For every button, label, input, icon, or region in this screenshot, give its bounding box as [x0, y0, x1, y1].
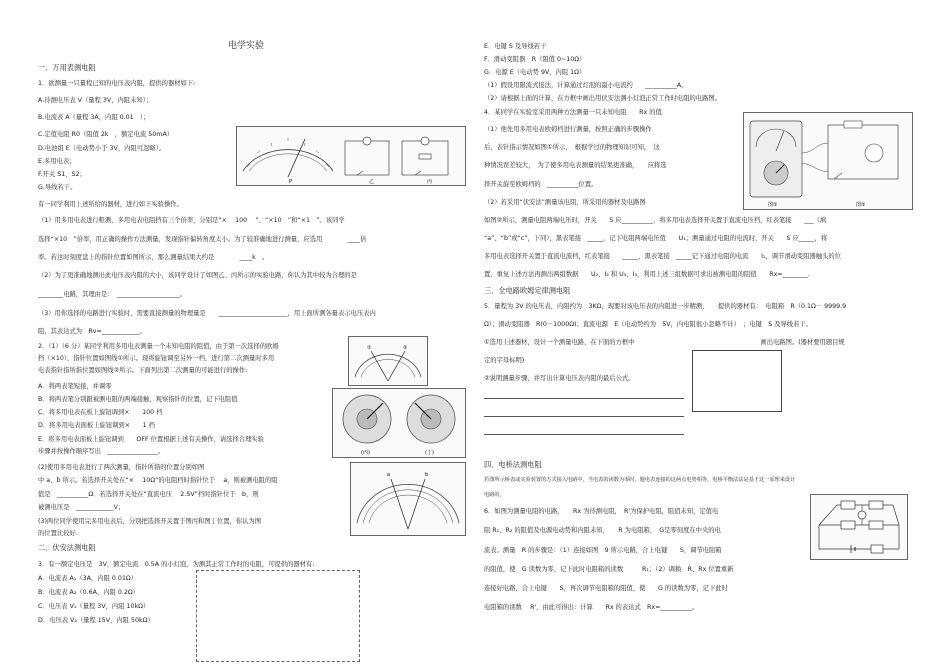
option-text: E．将多用电表面板上旋钮调到 OFF 位置根据上述有关操作，请选择合理实验	[38, 436, 264, 443]
question-stem: 5．量程为 3V 的电压表，内阻约为 3KΩ，现要对该电压表的内阻进一步精测， 提供的器材有： 电阻箱 R（0.1Ω－ 9999.9	[484, 303, 847, 310]
option-text: D．将多用电表面板上旋钮调到× 1 档	[38, 422, 155, 429]
paragraph: ________电路，其理由是： ____________________。	[38, 291, 186, 298]
ohmmeter-dial-drawing	[349, 337, 427, 385]
section-heading: 四．电桥法测电阻	[484, 460, 542, 469]
paragraph: 种情况误差较大， 为了使多用电表测量的结果更准确， 应将选	[484, 162, 667, 169]
bridge-circuit-drawing	[811, 495, 907, 559]
option-text: F．滑动变阻器 R（阻值 0~10Ω）	[484, 56, 586, 63]
option-text: F.开关 S1、S2；	[38, 171, 86, 178]
svg-text:②: ②	[403, 345, 408, 351]
option-text: E.多用电表；	[38, 158, 76, 165]
paragraph: 置，重复上述方法再测出两组数据 U₂、I₂ 和 U₃、I₃，利用上述三组数据可求出被测电阻的阻值 Rx=________．	[484, 271, 815, 278]
option-text: B.电流表 A（量程 3A，内阻 0.01 ）；	[38, 114, 150, 121]
paragraph: 阻，其表达式为 Rv=____________。	[38, 328, 146, 335]
paragraph: 值是 __________Ω．若选择开关处在“直流电压 2.5V”档时指针位于 b，则	[38, 491, 259, 498]
question-stem: Ω）；滑动变阻器 R(0－1000Ω)；直流电源 E（电动势约为 5V，内电阻很小忽略不计） ；电键 S 及导线若干。	[484, 321, 812, 328]
paragraph: （1）他先用多用电表欧姆档进行测量，按照正确的步骤操作	[484, 126, 652, 133]
option-text: B．将两表笔分别跟被测电阻的两端接触，观察指针的位置，记下电阻值	[38, 396, 238, 403]
paragraph: 的位置比较好.	[38, 530, 78, 537]
multimeter-scale-drawing	[351, 463, 465, 535]
fig-label-bing: (丙)	[361, 450, 370, 456]
paragraph: 电阻箱的读数 R'，由此可得出：计算 Rx 的表达式 Rx=__________。	[484, 604, 699, 611]
meter-circuit-figure	[236, 126, 466, 186]
option-text: C．电压表 V₁（量程 3V，内阻 10kΩ）	[38, 603, 150, 610]
fig-label-ding: (丁)	[425, 450, 434, 456]
intro-note: 若图所示桥表或实验装置的方式接入电路中，当电表的读数为零时，题电表连接的这两点电势相等，电桥平衡法法是基于这一原理来设计	[484, 477, 796, 483]
question-stem: 挡（×10），指针位置如图线①所示。现将旋钮调至另外一档，进行第二次测量时多用	[38, 355, 275, 362]
section-heading: 一．万用表测电阻	[38, 63, 96, 72]
option-text: A．电流表 A₁（3A，内阻 0.01Ω）	[38, 575, 137, 582]
paragraph: (2)使用多用电表进行了两次测量，指针所指的位置分别如图	[38, 464, 205, 471]
answer-line[interactable]	[484, 416, 684, 417]
svg-text:①: ①	[367, 345, 372, 351]
paragraph: 有一同学利用上述所给的器材，进行如下实验操作。	[38, 201, 183, 208]
option-text: D.电池组 E（电动势小于 3V，内阻可忽略）。	[38, 145, 166, 152]
paragraph: “a”、“b”或“c”，下同），黑表笔接 _____，记下电阻两端电压值 U₁；测量通过电阻的电流时，开关 S 应_____，将	[484, 235, 828, 242]
paragraph: 的阻值，使 G 读数为零，记下此时电阻箱的读数 R₁；（2）调换 R、Rx 位置重新	[484, 566, 734, 573]
answer-box-circuit[interactable]	[692, 350, 782, 412]
paragraph: 如图②所示，测量电阻两端电压时，开关 S 应__________，将多用电表选择开关置于直流电压档，红表笔接 ___（填	[484, 217, 827, 224]
fig-label-yi: 乙	[369, 179, 375, 185]
svg-text:b: b	[425, 472, 429, 478]
paragraph: 择开关旋至欧姆档的 __________位置。	[484, 181, 598, 188]
paragraph: （3）用你选择的电路进行实验时，需要直接测量的物理量是 ______________________，用上面所测各量表示电压表内	[38, 310, 376, 317]
option-text: A．将两表笔短接，并调零	[38, 383, 112, 390]
ohmmeter-dial-figure	[348, 336, 428, 386]
paragraph: （1）假设用限流式接法，计算通过灯泡的最小电流约 __________A。	[484, 82, 688, 89]
option-text: B．电流表 A₂（0.6A，内阻 0.2Ω）	[38, 589, 139, 596]
fig-label-p: P	[289, 179, 293, 185]
fig-label-2: 图②	[856, 202, 866, 208]
multimeter-scale-figure	[350, 462, 466, 536]
option-text: C．将多用电表在板上旋钮调到× 100 档	[38, 409, 163, 416]
paragraph: 定的字母标明)	[484, 357, 525, 364]
paragraph: 被测电压是 ____________V；	[38, 504, 125, 511]
answer-box-circuit[interactable]	[196, 570, 360, 662]
question-stem: 4．某同学在实验室采用两种方法测量一只未知电阻 Rx 的值．	[484, 109, 669, 116]
paragraph: （1）用多用电表进行粗测，多用电表电阻挡有三个倍率，分别是“× 100 ”、“×10 ”和“×1 ”。该同学	[38, 217, 345, 224]
option-text: G.导线若干。	[38, 184, 77, 191]
paragraph: （2）为了更准确地测出此电压表内阻的大小，该同学设计了如图乙、丙所示的实验电路，你认为其中较为合理的是	[38, 272, 357, 279]
paragraph: 连接好电路，合上电键 S，再次调节电阻箱的阻值，使 G 的读数为零，记下此时	[484, 585, 728, 592]
selector-knob-drawing	[333, 389, 465, 457]
question-stem: 1．欲测量一只量程已知的电压表内阻，提供的器材如下:	[38, 80, 196, 87]
paragraph: 选择“×10 ”倍率，用正确的操作方法测量，发现指针偏转角度太小。为了较准确地进行测量，应选用 ____倍	[38, 236, 367, 243]
paragraph: ②说明测量步骤，并写出计算电压表内阻的最后公式。	[484, 375, 635, 382]
option-text: G．电源 E（电动势 9V，内阻 1Ω）	[484, 69, 586, 76]
paragraph: (3)两位同学使用完多用电表后，分别把选择开关置于图丙和图丁位置，你认为图	[38, 518, 262, 525]
answer-line[interactable]	[484, 434, 684, 435]
paragraph: 6．如图为测量电阻的电路， Rx 为待测电阻， R'为保护电阻，阻值未知，定值电	[484, 508, 719, 515]
paragraph: 率。若这时刻度盘上的指针位置如图所示，那么测量结果大约是 ____k 。	[38, 254, 269, 261]
fig-label-1: 图①	[768, 202, 778, 208]
question-stem: 电表指针指所指位置如图线②所示。下面列出第二次测量的可能进行的操作:	[38, 367, 248, 374]
answer-line[interactable]	[484, 398, 684, 399]
selector-knob-figure	[332, 388, 466, 458]
option-text: A.待测电压表 V（量程 3V，内阻未知）；	[38, 97, 153, 104]
option-text: E．电键 S 及导线若干	[484, 43, 547, 50]
option-text: D．电压表 V₂（量程 15V，内阻 50kΩ）	[38, 617, 154, 624]
paragraph: （2）若采用“伏安法”测量该电阻，所采用的器材及电路图	[484, 199, 646, 206]
multimeter-circuit-drawing	[744, 113, 912, 209]
multimeter-circuit-figure	[743, 112, 913, 210]
paragraph: 后，表针指示情况如图①所示， 根据学过的物理知识可知， 这	[484, 144, 660, 151]
paragraph: 多用电表选择开关置于直流电流档，红表笔接 _____，黑表笔接 _____记下通过电阻的电流 I₁，调节滑动变阻器触头的位	[484, 253, 842, 260]
section-heading: 三．全电路欧姆定律测电阻	[484, 286, 571, 295]
paragraph: 中 a、b 所示。若选择开关处在“× 10Ω”的电阻档时指针位于 a，则被测电阻的阻	[38, 477, 278, 484]
intro-note: 电路的。	[484, 492, 505, 498]
svg-text:a: a	[387, 472, 391, 478]
bridge-circuit-figure	[810, 494, 908, 560]
option-text: 步骤并按操作顺序写出 ________________。	[38, 448, 164, 455]
paragraph: ①选用上述器材，设计一个测量电路，在下面的方框中 画出电路图。(器材要用题目规	[484, 339, 845, 346]
paragraph: 阻 R₁、R₂ 的阻值及电源电动势和内阻未知， R 为电阻箱， G是零刻度在中央的电	[484, 527, 721, 534]
page-title: 电学实验	[228, 41, 265, 51]
option-text: C.定值电阻 R0（阻值 2k ，额定电流 50mA）	[38, 131, 174, 138]
section-heading: 二．伏安法测电阻	[38, 543, 96, 552]
fig-label-bing: 丙	[427, 179, 433, 185]
question-stem: 3．有一额定电压是 3V，额定电流 0.5A 的小灯泡，为测其正常工作时的电阻，可提供的器材有:	[38, 561, 315, 568]
question-stem: 2．（1）（6 分）某同学利用多用电表测量一个未知电阻的阻值，由于第一次选择的欧姆	[38, 343, 279, 350]
meter-circuit-drawing	[237, 127, 465, 185]
paragraph: （2）请根据上面的计算，在方框中画出用伏安法测小灯泡正常工作时电阻的电路图。	[484, 95, 721, 102]
paragraph: 流表。测量 R 的步骤是：（1）连接如图 9 所示电路，合上电键 S，调节电阻箱	[484, 547, 722, 554]
